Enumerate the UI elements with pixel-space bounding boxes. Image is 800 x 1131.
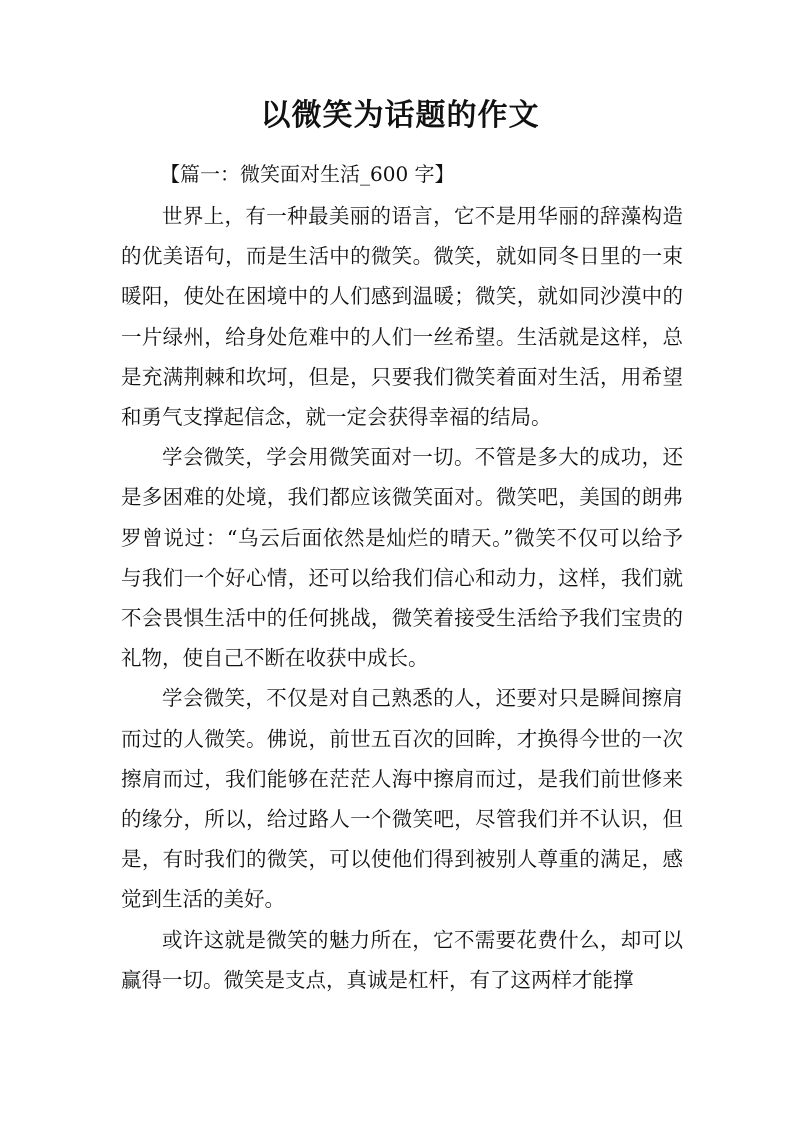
document-title: 以微笑为话题的作文 [260, 98, 540, 133]
paragraph-3: 学会微笑，不仅是对自己熟悉的人，还要对只是瞬间擦肩而过的人微笑。佛说，前世五百次的回眸，才换得今世的一次擦肩而过，我们能够在茫茫人海中擦肩而过，是我们前世修来的缘分，所以，给过路人一个微笑吧，尽管我们并不认识，但是，有时我们的微笑，可以使他们得到被别人尊重的满足，感觉到生活的美好。 [121, 686, 683, 912]
paragraph-1: 世界上，有一种最美丽的语言，它不是用华丽的辞藻构造的优美语句，而是生活中的微笑。微笑，就如同冬日里的一束暖阳，使处在困境中的人们感到温暖；微笑，就如同沙漠中的一片绿州，给身处危难中的人们一丝希望。生活就是这样，总是充满荆棘和坎坷，但是，只要我们微笑着面对生活，用希望和勇气支撑起信念，就一定会获得幸福的结局。 [121, 204, 683, 430]
section-heading: 【篇一：微笑面对生活_600 字】 [160, 162, 455, 186]
document-body [121, 196, 683, 1000]
paragraph-4: 或许这就是微笑的魅力所在，它不需要花费什么，却可以赢得一切。微笑是支点，真诚是杠杆，有了这两样才能撑 [121, 927, 683, 992]
paragraph-2: 学会微笑，学会用微笑面对一切。不管是多大的成功，还是多困难的处境，我们都应该微笑面对。微笑吧，美国的朗弗罗曾说过：“乌云后面依然是灿烂的晴天。”微笑不仅可以给予与我们一个好心情，还可以给我们信心和动力，这样，我们就不会畏惧生活中的任何挑战，微笑着接受生活给予我们宝贵的礼物，使自己不断在收获中成长。 [121, 445, 683, 671]
